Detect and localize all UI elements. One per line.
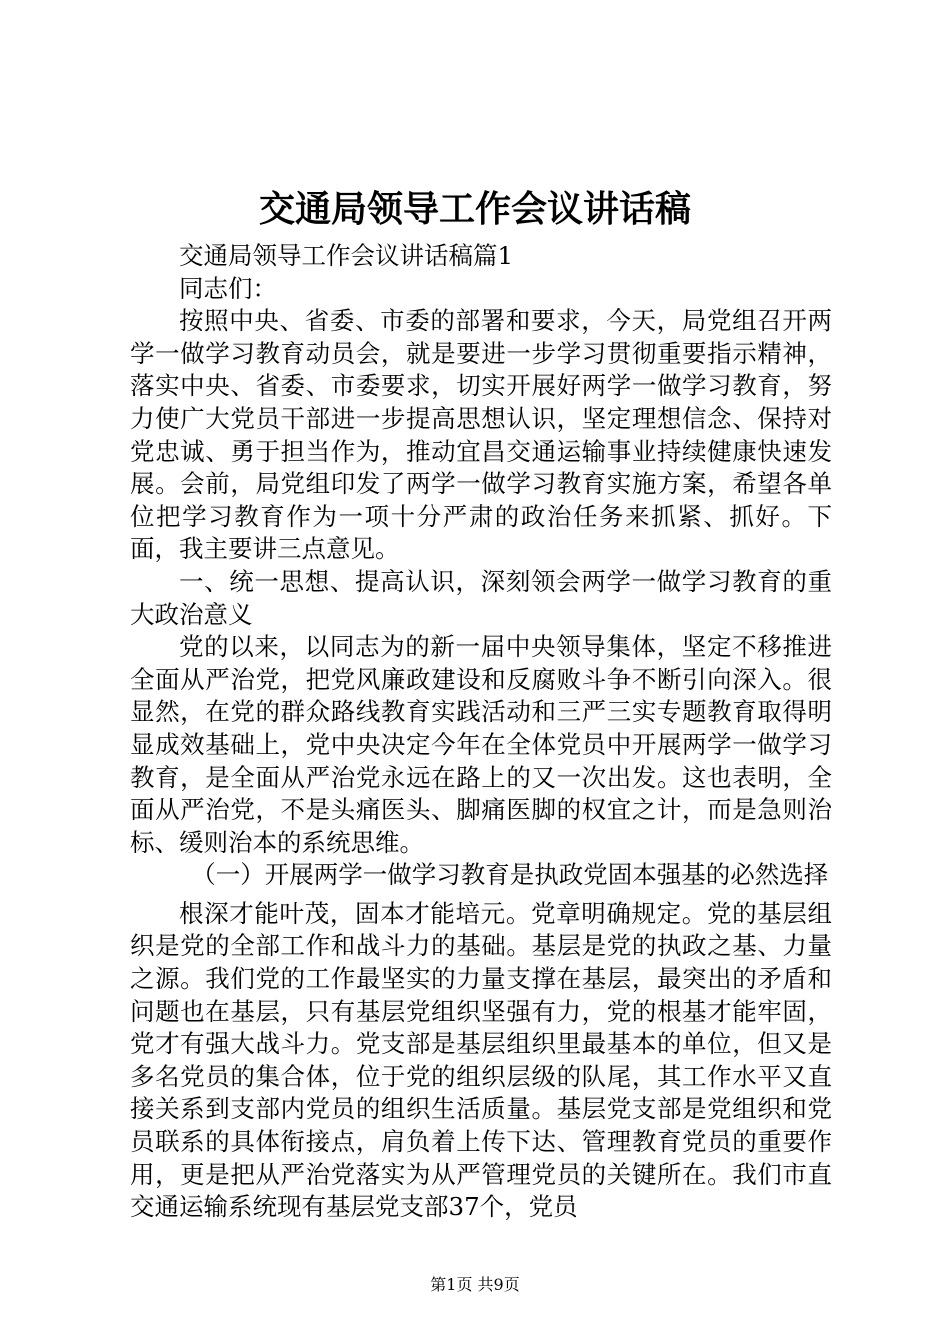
- subsection-heading: （一）开展两学一做学习教育是执政党固本强基的必然选择: [191, 860, 829, 890]
- document-title: 交通局领导工作会议讲话稿: [258, 188, 691, 230]
- document-body: [130, 240, 832, 1224]
- page-footer: 第1页 共9页: [430, 1275, 520, 1294]
- body-paragraph: 根深才能叶茂，固本才能培元。党章明确规定。党的基层组织是党的全部工作和战斗力的基础。基层是党的执政之基、力量之源。我们党的工作最坚实的力量支撑在基层，最突出的矛盾和问题也在基层，只有基层党组织坚强有力，党的根基才能牢固，党才有强大战斗力。党支部是基层组织里最基本的单位，但又是多名党员的集合体，位于党的组织层级的队尾，其工作水平又直接关系到支部内党员的组织生活质量。基层党支部是党组织和党员联系的具体衔接点，肩负着上传下达、管理教育党员的重要作用，更是把从严治党落实为从严管理党员的关键所在。我们市直交通运输系统现有基层党支部37个，党员: [130, 898, 832, 1222]
- section-heading: 一、统一思想、提高认识，深刻领会两学一做学习教育的重大政治意义: [130, 566, 832, 629]
- salutation: 同志们：: [179, 273, 277, 303]
- body-paragraph: 党的以来，以同志为的新一届中央领导集体，坚定不移推进全面从严治党，把党风廉政建设和反腐败斗争不断引向深入。很显然，在党的群众路线教育实践活动和三严三实专题教育取得明显成效基础上，党中央决定今年在全体党员中开展两学一做学习教育，是全面从严治党永远在路上的又一次出发。这也表明，全面从严治党，不是头痛医头、脚痛医脚的权宜之计，而是急则治标、缓则治本的系统思维。: [130, 632, 832, 857]
- body-paragraph: 按照中央、省委、市委的部署和要求，今天，局党组召开两学一做学习教育动员会，就是要进一步学习贯彻重要指示精神，落实中央、省委、市委要求，切实开展好两学一做学习教育，努力使广大党员干部进一步提高思想认识，坚定理想信念、保持对党忠诚、勇于担当作为，推动宜昌交通运输事业持续健康快速发展。会前，局党组印发了两学一做学习教育实施方案，希望各单位把学习教育作为一项十分严肃的政治任务来抓紧、抓好。下面，我主要讲三点意见。: [130, 306, 832, 564]
- section-subtitle: 交通局领导工作会议讲话稿篇1: [179, 241, 514, 270]
